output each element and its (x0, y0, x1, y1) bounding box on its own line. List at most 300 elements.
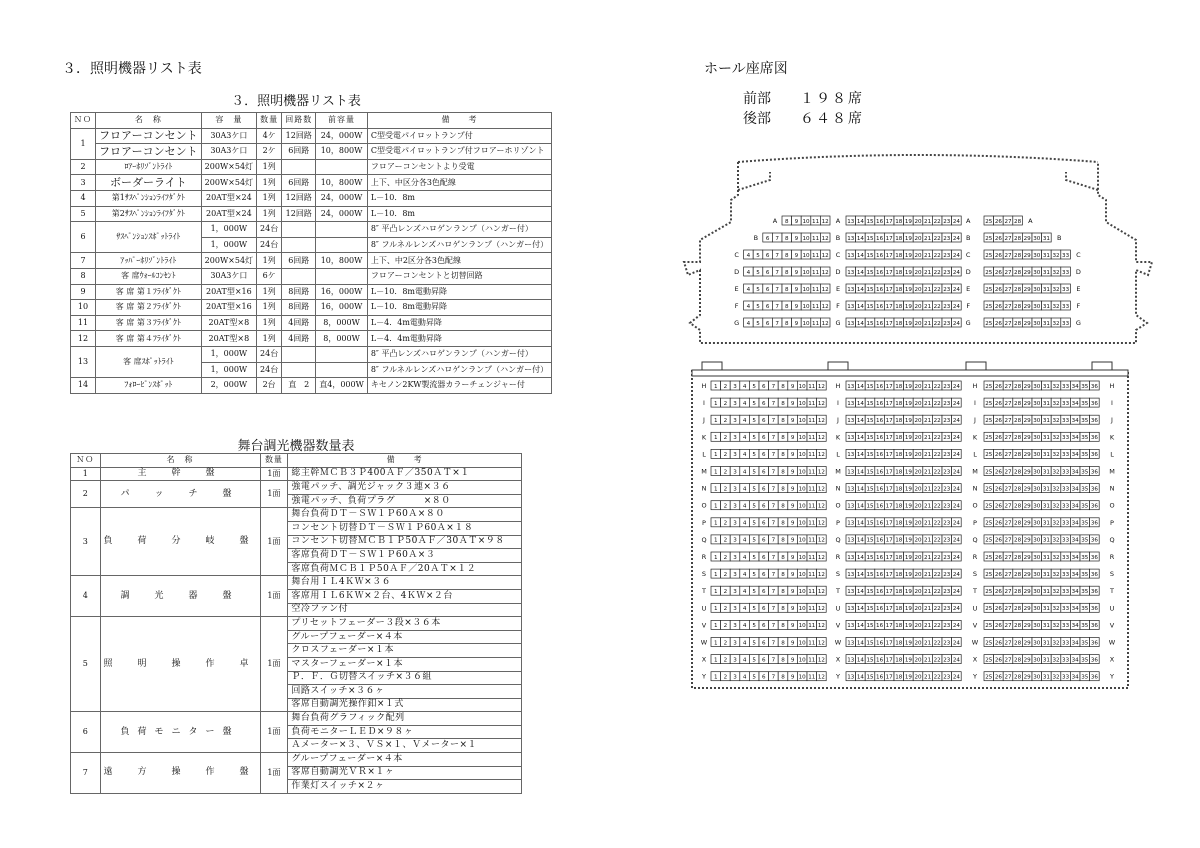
seat-number: 20 (914, 589, 922, 595)
seat-number: 27 (1004, 383, 1012, 390)
row-label: Y (1110, 672, 1114, 681)
seat-number: 11 (808, 383, 816, 390)
seat-number: 20 (914, 303, 922, 310)
equipment-name: 客 席 第４ﾌﾗｲﾀﾞｸﾄ (96, 331, 202, 347)
seat-number: 36 (1090, 520, 1098, 527)
row-number: 12 (71, 331, 96, 347)
seat-number: 13 (847, 503, 855, 510)
seat-number: 13 (847, 452, 855, 459)
seat-number: 18 (895, 435, 903, 442)
seat-number: 29 (1023, 657, 1031, 664)
seat-number: 26 (994, 252, 1002, 259)
seat-number: 22 (933, 486, 941, 493)
seat-number: 25 (985, 657, 993, 664)
seat-number: 31 (1042, 537, 1050, 544)
seat-number: 5 (752, 606, 756, 613)
seat-number: 21 (924, 554, 932, 561)
quantity: 1列 (257, 253, 282, 269)
seat-number: 4 (742, 554, 747, 561)
seat-number: 31 (1042, 400, 1050, 407)
seat-number: 6 (762, 623, 766, 630)
seat-number: 32 (1052, 554, 1060, 561)
seat-number: 35 (1081, 435, 1089, 442)
seat-number: 16 (876, 218, 884, 225)
quantity: 6ケ (257, 268, 282, 284)
seat-number: 15 (866, 303, 874, 310)
seat-number: 18 (895, 269, 903, 276)
dimmer-header-cell: 数量 (260, 454, 288, 468)
seat-number: 27 (1004, 418, 1012, 424)
seat-number: 24 (952, 554, 960, 561)
seat-number: 27 (1004, 571, 1012, 578)
seat-number: 22 (933, 554, 941, 561)
seat-number: 15 (866, 537, 874, 544)
quantity: 1列 (257, 206, 282, 222)
seat-number: 1 (714, 452, 718, 459)
seat-number: 10 (802, 303, 810, 310)
seat-number: 9 (790, 571, 795, 578)
seat-number: 11 (808, 486, 816, 493)
seat-number: 20 (914, 657, 922, 664)
seat-number: 18 (895, 623, 903, 630)
seat-number: 26 (994, 640, 1002, 647)
seat-number: 24 (952, 286, 960, 293)
seat-number: 10 (798, 606, 806, 613)
seat-number: 19 (904, 320, 912, 327)
seat-number: 20 (914, 286, 922, 293)
seat-number: 10 (798, 400, 806, 407)
row-label: U (1109, 604, 1115, 613)
seat-number: 8 (781, 486, 785, 493)
seat-number: 17 (885, 589, 893, 595)
remarks: Ａメーター×３、ＶＳ×１、Ｖメーター×１ (288, 739, 522, 753)
equipment-name: 調 光 器 盤 (100, 576, 260, 617)
seat-number: 30 (1033, 320, 1041, 327)
quantity: 1列 (257, 331, 282, 347)
seat-number: 34 (1071, 554, 1079, 561)
seat-number: 20 (914, 486, 922, 493)
row-label: R (1109, 553, 1115, 561)
row-number: 6 (71, 712, 101, 753)
seat-number: 18 (895, 469, 903, 476)
seat-number: 29 (1023, 503, 1031, 510)
seat-number: 9 (790, 657, 795, 664)
seat-number: 7 (771, 640, 776, 647)
row-label: E (1076, 285, 1081, 293)
seat-number: 21 (924, 503, 932, 510)
seat-number: 14 (856, 235, 864, 242)
row-label: K (972, 433, 978, 442)
seat-number: 17 (885, 469, 893, 476)
row-label: L (973, 450, 977, 459)
seat-number: 32 (1052, 589, 1060, 595)
seat-number: 18 (895, 320, 903, 327)
seat-number: 29 (1023, 452, 1031, 459)
seat-number: 20 (914, 503, 922, 510)
seat-number: 6 (762, 435, 766, 442)
row-label: W (834, 638, 842, 647)
seat-number: 34 (1071, 469, 1079, 476)
seat-number: 31 (1042, 503, 1050, 510)
seat-number: 24 (952, 606, 960, 613)
seat-number: 15 (866, 486, 874, 493)
seat-number: 29 (1023, 674, 1031, 681)
seat-number: 29 (1023, 469, 1031, 476)
seat-number: 27 (1004, 623, 1012, 630)
seat-number: 27 (1004, 286, 1012, 293)
seat-number: 35 (1081, 589, 1089, 595)
seat-number: 32 (1052, 286, 1060, 293)
seat-number: 12 (821, 235, 829, 242)
circuits: 直 2 (282, 378, 316, 394)
row-label: C (835, 251, 841, 259)
seat-number: 8 (781, 571, 785, 578)
seat-number: 24 (952, 571, 960, 578)
seat-number: 32 (1052, 571, 1060, 578)
seat-number: 10 (802, 269, 810, 276)
seat-number: 11 (808, 606, 816, 613)
seat-number: 6 (762, 400, 766, 407)
seat-number: 31 (1042, 640, 1050, 647)
seat-number: 16 (876, 252, 884, 259)
seat-number: 5 (752, 435, 756, 442)
seat-number: 26 (994, 503, 1002, 510)
seat-number: 13 (847, 252, 855, 259)
seat-number: 7 (771, 623, 776, 630)
seat-number: 19 (904, 537, 912, 544)
seat-number: 33 (1062, 606, 1070, 613)
row-label: W (700, 638, 708, 647)
seat-number: 12 (817, 674, 825, 681)
seat-number: 15 (866, 503, 874, 510)
seat-number: 22 (933, 469, 941, 476)
seat-number: 26 (994, 589, 1002, 595)
seat-number: 4 (742, 486, 747, 493)
seat-number: 3 (733, 554, 737, 561)
seat-number: 28 (1014, 418, 1022, 424)
seat-number: 31 (1042, 452, 1050, 459)
seat-number: 12 (817, 418, 825, 424)
seat-number: 24 (952, 623, 960, 630)
seat-number: 14 (856, 657, 864, 664)
row-label: O (701, 501, 707, 510)
row-label: O (1109, 501, 1115, 510)
seat-number: 20 (914, 520, 922, 527)
seat-number: 6 (762, 383, 766, 390)
seat-number: 25 (985, 320, 993, 327)
seat-number: 17 (885, 383, 893, 390)
seat-number: 24 (952, 486, 960, 493)
seat-number: 28 (1014, 435, 1022, 442)
seat-number: 2 (723, 589, 728, 595)
quantity: 1列 (257, 190, 282, 206)
seat-number: 8 (785, 320, 789, 327)
seat-number: 27 (1004, 606, 1012, 613)
seat-number: 9 (790, 452, 795, 459)
seat-number: 32 (1052, 674, 1060, 681)
seat-number: 35 (1081, 452, 1089, 459)
seat-number: 21 (924, 235, 932, 242)
row-label: X (972, 655, 978, 664)
total-capacity: 10，800W (316, 175, 368, 191)
seat-number: 12 (821, 320, 829, 327)
seat-number: 27 (1004, 486, 1012, 493)
seat-number: 3 (733, 469, 737, 476)
seat-number: 36 (1090, 623, 1098, 630)
remarks: 舞台用ＩＬ4ＫＷ×３６ (288, 576, 522, 590)
row-label: R (835, 553, 841, 561)
seat-number: 34 (1071, 571, 1079, 578)
seat-number: 16 (876, 657, 884, 664)
seat-number: 10 (798, 571, 806, 578)
seat-number: 33 (1062, 537, 1070, 544)
seat-number: 29 (1023, 320, 1031, 327)
seat-number: 19 (904, 418, 912, 424)
seat-number: 21 (924, 469, 932, 476)
seat-number: 30 (1033, 640, 1041, 647)
equipment-name: 客 席ｳｫｰﾙｺﾝｾﾝﾄ (96, 268, 202, 284)
seat-number: 6 (765, 303, 770, 310)
remarks: キセノン2KW製流器カラーチェンジャー付 (367, 378, 551, 394)
seat-number: 16 (876, 418, 884, 424)
seat-number: 4 (742, 674, 747, 681)
seat-number: 12 (817, 554, 825, 561)
seat-number: 35 (1081, 606, 1089, 613)
seat-number: 30 (1033, 537, 1041, 544)
seat-number: 3 (733, 383, 737, 390)
seat-number: 14 (856, 554, 864, 561)
seat-number: 14 (856, 286, 864, 293)
seat-number: 4 (742, 537, 747, 544)
seat-number: 9 (794, 286, 799, 293)
seat-number: 20 (914, 435, 922, 442)
seat-number: 29 (1023, 571, 1031, 578)
seat-number: 14 (856, 606, 864, 613)
seat-number: 34 (1071, 537, 1079, 544)
rear-section-front-wall (692, 370, 1128, 376)
seat-number: 18 (895, 503, 903, 510)
seat-number: 33 (1062, 520, 1070, 527)
seat-number: 7 (771, 452, 776, 459)
row-label: W (1108, 638, 1116, 647)
seat-number: 7 (771, 571, 776, 578)
remarks: 総主幹ＭＣＢ３Ｐ400ＡＦ／350ＡＴ×１ (288, 467, 522, 481)
seat-number: 2 (723, 554, 728, 561)
right-box-wall (1066, 172, 1098, 190)
seat-number: 7 (771, 554, 776, 561)
seat-number: 11 (812, 252, 820, 259)
seat-number: 31 (1042, 469, 1050, 476)
seat-number: 16 (876, 235, 884, 242)
seat-number: 18 (895, 418, 903, 424)
total-capacity: 直4，000W (316, 378, 368, 394)
seat-number: 25 (985, 554, 993, 561)
row-number: 14 (71, 378, 96, 394)
stage-arc (738, 155, 1098, 162)
row-label: D (835, 268, 841, 276)
quantity: 24台 (257, 362, 282, 378)
seat-number: 3 (733, 452, 737, 459)
seat-number: 10 (802, 320, 810, 327)
seat-number: 11 (808, 452, 816, 459)
seat-number: 32 (1052, 383, 1060, 390)
seat-number: 16 (876, 383, 884, 390)
row-label: G (965, 319, 971, 327)
row-label: Q (701, 535, 707, 544)
seat-number: 19 (904, 235, 912, 242)
seat-number: 7 (775, 252, 779, 259)
seat-number: 24 (952, 589, 960, 595)
row-label: R (701, 553, 707, 561)
seat-number: 11 (808, 503, 816, 510)
seat-number: 10 (798, 383, 806, 390)
remarks: フロアーコンセントより受電 (367, 159, 551, 175)
seat-number: 30 (1033, 383, 1041, 390)
seat-number: 15 (866, 520, 874, 527)
seat-number: 35 (1081, 383, 1089, 390)
seat-number: 16 (876, 486, 884, 493)
equipment-name: 主 幹 盤 (100, 467, 260, 481)
seat-number: 12 (817, 486, 825, 493)
equipment-name: フロアーコンセント (96, 128, 202, 144)
capacity: 30A3ケ口 (201, 128, 256, 144)
seat-number: 33 (1062, 452, 1070, 459)
seat-number: 21 (924, 606, 932, 613)
seat-number: 24 (952, 503, 960, 510)
seat-number: 24 (952, 400, 960, 407)
seat-number: 16 (876, 640, 884, 647)
seat-number: 33 (1062, 383, 1070, 390)
seat-number: 22 (933, 269, 941, 276)
seat-number: 29 (1023, 286, 1031, 293)
seat-number: 34 (1071, 400, 1079, 407)
seat-number: 36 (1090, 503, 1098, 510)
seat-number: 23 (943, 503, 951, 510)
seat-number: 7 (771, 383, 776, 390)
seat-number: 19 (904, 571, 912, 578)
seat-number: 7 (771, 657, 776, 664)
seat-number: 1 (714, 418, 718, 424)
seat-number: 4 (742, 418, 747, 424)
seat-number: 26 (994, 418, 1002, 424)
seat-number: 3 (733, 640, 737, 647)
seat-number: 23 (943, 252, 951, 259)
seat-number: 5 (756, 303, 760, 310)
seat-number: 27 (1004, 520, 1012, 527)
seat-number: 21 (924, 320, 932, 327)
seat-number: 6 (762, 520, 766, 527)
row-label: N (972, 484, 978, 493)
seat-number: 33 (1062, 554, 1070, 561)
seat-number: 7 (775, 235, 779, 242)
row-label: G (835, 319, 841, 327)
seat-number: 34 (1071, 640, 1079, 647)
seat-number: 16 (876, 269, 884, 276)
seat-number: 16 (876, 303, 884, 310)
seat-number: 24 (952, 520, 960, 527)
row-number: 7 (71, 253, 96, 269)
seat-number: 14 (856, 452, 864, 459)
row-label: E (966, 285, 971, 293)
seat-number: 10 (798, 418, 806, 424)
seat-number: 5 (752, 623, 756, 630)
lighting-header-cell: 備 考 (367, 113, 551, 129)
seat-number: 4 (742, 503, 747, 510)
seat-number: 32 (1052, 452, 1060, 459)
seat-number: 30 (1033, 418, 1041, 424)
seat-number: 14 (856, 383, 864, 390)
seat-number: 35 (1081, 418, 1089, 424)
remarks: 作業灯スイッチ×２ヶ (288, 780, 522, 794)
quantity: 24台 (257, 346, 282, 362)
seat-number: 17 (885, 554, 893, 561)
seat-number: 4 (746, 252, 751, 259)
seat-number: 34 (1071, 435, 1079, 442)
seat-number: 31 (1042, 606, 1050, 613)
seat-number: 35 (1081, 520, 1089, 527)
seat-number: 5 (752, 400, 756, 407)
seat-number: 16 (876, 623, 884, 630)
seat-number: 21 (924, 674, 932, 681)
row-number: 4 (71, 190, 96, 206)
seat-number: 11 (808, 554, 816, 561)
remarks: 客席自動調光ＶＲ×１ヶ (288, 766, 522, 780)
row-number: 3 (71, 175, 96, 191)
seat-number: 6 (765, 235, 770, 242)
seat-number: 2 (723, 520, 728, 527)
seat-number: 28 (1014, 269, 1022, 276)
row-label: S (1109, 570, 1115, 579)
total-capacity: 10，800W (316, 144, 368, 160)
quantity: 24台 (257, 222, 282, 238)
row-label: P (702, 518, 706, 527)
seat-number: 13 (847, 571, 855, 578)
seat-number: 21 (924, 252, 932, 259)
seat-number: 20 (914, 235, 922, 242)
seat-number: 35 (1081, 400, 1089, 407)
seat-number: 2 (723, 640, 728, 647)
seat-number: 15 (866, 383, 874, 390)
seat-number: 15 (866, 606, 874, 613)
row-number: 5 (71, 617, 101, 712)
row-label: O (972, 501, 978, 510)
quantity: 24台 (257, 237, 282, 253)
row-label: F (734, 302, 739, 310)
seat-number: 28 (1014, 218, 1022, 225)
seat-number: 27 (1004, 657, 1012, 664)
remarks: コンセント切替ＤＴ－ＳＷ１Ｐ60Ａ×１８ (288, 521, 522, 535)
row-label: T (702, 587, 706, 596)
row-number: 7 (71, 753, 101, 794)
row-number: 2 (71, 159, 96, 175)
seat-number: 19 (904, 469, 912, 476)
wall-pillar (702, 362, 722, 370)
seat-number: 28 (1014, 537, 1022, 544)
seat-number: 23 (943, 520, 951, 527)
seat-number: 31 (1042, 657, 1050, 664)
row-label: C (965, 251, 971, 259)
total-capacity: 24，000W (316, 206, 368, 222)
seat-number: 33 (1062, 469, 1070, 476)
seat-number: 9 (790, 383, 795, 390)
remarks: 上下、中2区分各3色配線 (367, 253, 551, 269)
seat-number: 15 (866, 469, 874, 476)
seat-number: 5 (752, 640, 756, 647)
seat-number: 30 (1033, 303, 1041, 310)
seat-number: 2 (723, 418, 728, 424)
seat-number: 25 (985, 571, 993, 578)
seat-number: 23 (943, 383, 951, 390)
